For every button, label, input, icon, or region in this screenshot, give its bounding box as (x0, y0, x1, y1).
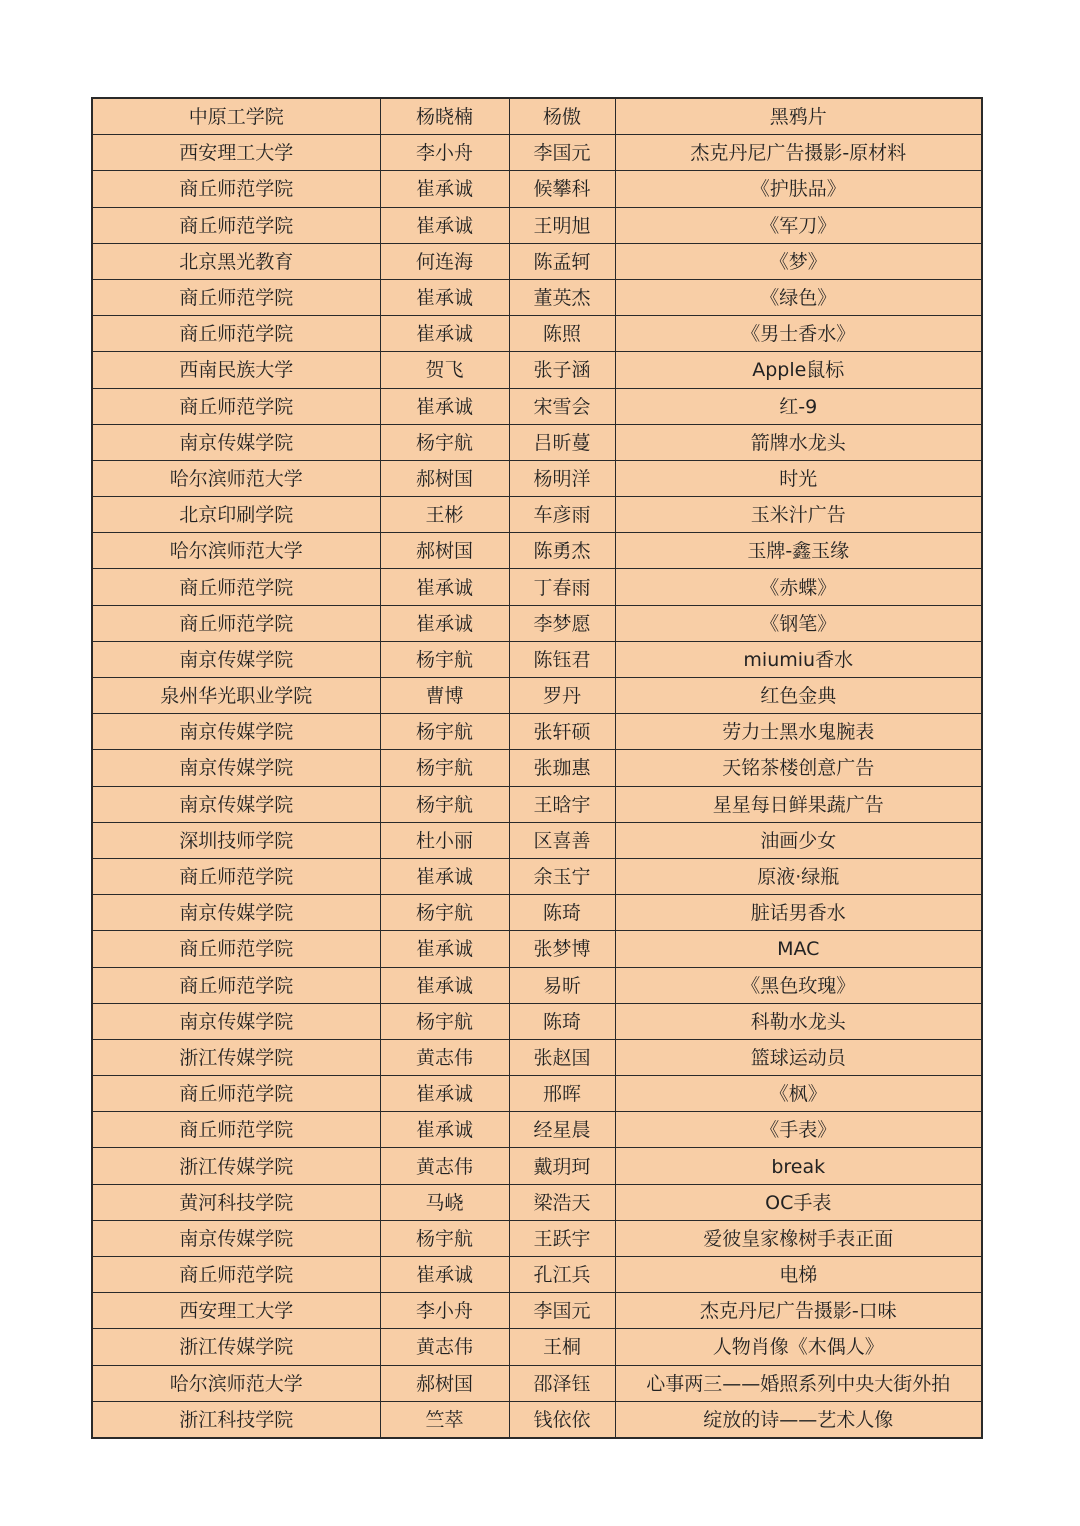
school-cell: 南京传媒学院 (92, 750, 380, 786)
work-title-cell: 《黑色玫瑰》 (615, 967, 982, 1003)
advisor-cell: 杨宇航 (380, 1003, 509, 1039)
school-cell: 商丘师范学院 (92, 207, 380, 243)
student-cell: 王跃宇 (509, 1220, 615, 1256)
table-row (92, 1293, 982, 1329)
student-cell: 陈琦 (509, 895, 615, 931)
work-title-cell: 《绿色》 (615, 279, 982, 315)
school-cell: 哈尔滨师范大学 (92, 1365, 380, 1401)
table-row (92, 1148, 982, 1184)
student-cell: 张子涵 (509, 352, 615, 388)
school-cell: 深圳技师学院 (92, 822, 380, 858)
school-cell: 南京传媒学院 (92, 714, 380, 750)
award-list-table (91, 97, 983, 1439)
table-row (92, 171, 982, 207)
work-title-cell: break (615, 1148, 982, 1184)
table-row (92, 316, 982, 352)
table-row (92, 714, 982, 750)
student-cell: 董英杰 (509, 279, 615, 315)
work-title-cell: 黑鸦片 (615, 98, 982, 135)
table-row (92, 858, 982, 894)
student-cell: 张梦博 (509, 931, 615, 967)
table-row (92, 931, 982, 967)
school-cell: 浙江传媒学院 (92, 1148, 380, 1184)
student-cell: 邵泽钰 (509, 1365, 615, 1401)
school-cell: 商丘师范学院 (92, 967, 380, 1003)
advisor-cell: 郝树国 (380, 460, 509, 496)
school-cell: 南京传媒学院 (92, 895, 380, 931)
table-row (92, 207, 982, 243)
table-row (92, 1329, 982, 1365)
student-cell: 钱依依 (509, 1401, 615, 1438)
advisor-cell: 李小舟 (380, 1293, 509, 1329)
advisor-cell: 郝树国 (380, 533, 509, 569)
table-row (92, 605, 982, 641)
advisor-cell: 王彬 (380, 497, 509, 533)
work-title-cell: 《护肤品》 (615, 171, 982, 207)
school-cell: 商丘师范学院 (92, 1112, 380, 1148)
student-cell: 经星晨 (509, 1112, 615, 1148)
advisor-cell: 曹博 (380, 678, 509, 714)
school-cell: 北京黑光教育 (92, 243, 380, 279)
advisor-cell: 崔承诚 (380, 1112, 509, 1148)
work-title-cell: 原液·绿瓶 (615, 858, 982, 894)
school-cell: 商丘师范学院 (92, 1076, 380, 1112)
advisor-cell: 崔承诚 (380, 1257, 509, 1293)
advisor-cell: 崔承诚 (380, 207, 509, 243)
work-title-cell: 玉米汁广告 (615, 497, 982, 533)
student-cell: 张赵国 (509, 1039, 615, 1075)
student-cell: 陈钰君 (509, 641, 615, 677)
student-cell: 张珈惠 (509, 750, 615, 786)
school-cell: 商丘师范学院 (92, 171, 380, 207)
student-cell: 区喜善 (509, 822, 615, 858)
school-cell: 商丘师范学院 (92, 1257, 380, 1293)
advisor-cell: 崔承诚 (380, 605, 509, 641)
table-row (92, 1112, 982, 1148)
work-title-cell: 《男士香水》 (615, 316, 982, 352)
student-cell: 余玉宁 (509, 858, 615, 894)
advisor-cell: 马峣 (380, 1184, 509, 1220)
student-cell: 张轩硕 (509, 714, 615, 750)
table-row (92, 424, 982, 460)
work-title-cell: 星星每日鲜果蔬广告 (615, 786, 982, 822)
student-cell: 孔江兵 (509, 1257, 615, 1293)
table-row (92, 1003, 982, 1039)
student-cell: 李国元 (509, 135, 615, 171)
student-cell: 丁春雨 (509, 569, 615, 605)
work-title-cell: 杰克丹尼广告摄影-原材料 (615, 135, 982, 171)
school-cell: 浙江传媒学院 (92, 1039, 380, 1075)
table-row (92, 279, 982, 315)
advisor-cell: 郝树国 (380, 1365, 509, 1401)
advisor-cell: 崔承诚 (380, 967, 509, 1003)
school-cell: 商丘师范学院 (92, 858, 380, 894)
advisor-cell: 竺萃 (380, 1401, 509, 1438)
school-cell: 南京传媒学院 (92, 641, 380, 677)
student-cell: 陈勇杰 (509, 533, 615, 569)
advisor-cell: 黄志伟 (380, 1329, 509, 1365)
student-cell: 杨傲 (509, 98, 615, 135)
table-body (92, 98, 982, 1438)
student-cell: 杨明洋 (509, 460, 615, 496)
table-row (92, 1039, 982, 1075)
table-row (92, 352, 982, 388)
student-cell: 陈琦 (509, 1003, 615, 1039)
table-row (92, 1257, 982, 1293)
advisor-cell: 李小舟 (380, 135, 509, 171)
school-cell: 泉州华光职业学院 (92, 678, 380, 714)
advisor-cell: 崔承诚 (380, 858, 509, 894)
school-cell: 南京传媒学院 (92, 786, 380, 822)
table-row (92, 641, 982, 677)
advisor-cell: 崔承诚 (380, 279, 509, 315)
work-title-cell: miumiu香水 (615, 641, 982, 677)
school-cell: 西南民族大学 (92, 352, 380, 388)
advisor-cell: 杨宇航 (380, 786, 509, 822)
work-title-cell: 《手表》 (615, 1112, 982, 1148)
work-title-cell: OC手表 (615, 1184, 982, 1220)
work-title-cell: MAC (615, 931, 982, 967)
work-title-cell: 科勒水龙头 (615, 1003, 982, 1039)
school-cell: 哈尔滨师范大学 (92, 533, 380, 569)
advisor-cell: 崔承诚 (380, 171, 509, 207)
table-row (92, 967, 982, 1003)
school-cell: 南京传媒学院 (92, 1003, 380, 1039)
school-cell: 商丘师范学院 (92, 569, 380, 605)
work-title-cell: 《赤蝶》 (615, 569, 982, 605)
work-title-cell: 红-9 (615, 388, 982, 424)
work-title-cell: 心事两三——婚照系列中央大街外拍 (615, 1365, 982, 1401)
school-cell: 商丘师范学院 (92, 316, 380, 352)
table-row (92, 678, 982, 714)
school-cell: 北京印刷学院 (92, 497, 380, 533)
student-cell: 邢晖 (509, 1076, 615, 1112)
work-title-cell: 天铭茶楼创意广告 (615, 750, 982, 786)
advisor-cell: 何连海 (380, 243, 509, 279)
work-title-cell: 劳力士黑水鬼腕表 (615, 714, 982, 750)
work-title-cell: 爱彼皇家橡树手表正面 (615, 1220, 982, 1256)
work-title-cell: 篮球运动员 (615, 1039, 982, 1075)
advisor-cell: 崔承诚 (380, 569, 509, 605)
work-title-cell: 箭牌水龙头 (615, 424, 982, 460)
student-cell: 候攀科 (509, 171, 615, 207)
work-title-cell: 时光 (615, 460, 982, 496)
table-row (92, 1076, 982, 1112)
work-title-cell: 脏话男香水 (615, 895, 982, 931)
work-title-cell: 《枫》 (615, 1076, 982, 1112)
advisor-cell: 杨宇航 (380, 424, 509, 460)
school-cell: 商丘师范学院 (92, 279, 380, 315)
student-cell: 陈孟轲 (509, 243, 615, 279)
school-cell: 浙江传媒学院 (92, 1329, 380, 1365)
school-cell: 西安理工大学 (92, 1293, 380, 1329)
advisor-cell: 崔承诚 (380, 316, 509, 352)
advisor-cell: 崔承诚 (380, 931, 509, 967)
student-cell: 陈照 (509, 316, 615, 352)
work-title-cell: 《梦》 (615, 243, 982, 279)
work-title-cell: 玉牌-鑫玉缘 (615, 533, 982, 569)
student-cell: 王明旭 (509, 207, 615, 243)
table-row (92, 460, 982, 496)
student-cell: 王桐 (509, 1329, 615, 1365)
advisor-cell: 杨宇航 (380, 1220, 509, 1256)
table-row (92, 1401, 982, 1438)
work-title-cell: 绽放的诗——艺术人像 (615, 1401, 982, 1438)
school-cell: 黄河科技学院 (92, 1184, 380, 1220)
work-title-cell: Apple鼠标 (615, 352, 982, 388)
school-cell: 浙江科技学院 (92, 1401, 380, 1438)
advisor-cell: 贺飞 (380, 352, 509, 388)
school-cell: 哈尔滨师范大学 (92, 460, 380, 496)
school-cell: 西安理工大学 (92, 135, 380, 171)
advisor-cell: 崔承诚 (380, 1076, 509, 1112)
work-title-cell: 油画少女 (615, 822, 982, 858)
table-row (92, 569, 982, 605)
work-title-cell: 《军刀》 (615, 207, 982, 243)
advisor-cell: 杨宇航 (380, 641, 509, 677)
advisor-cell: 杨宇航 (380, 895, 509, 931)
student-cell: 车彦雨 (509, 497, 615, 533)
school-cell: 南京传媒学院 (92, 1220, 380, 1256)
table-row (92, 1220, 982, 1256)
work-title-cell: 红色金典 (615, 678, 982, 714)
student-cell: 易昕 (509, 967, 615, 1003)
work-title-cell: 电梯 (615, 1257, 982, 1293)
advisor-cell: 黄志伟 (380, 1039, 509, 1075)
table-row (92, 388, 982, 424)
school-cell: 商丘师范学院 (92, 388, 380, 424)
table-row (92, 533, 982, 569)
work-title-cell: 《钢笔》 (615, 605, 982, 641)
table-row (92, 497, 982, 533)
table-row (92, 895, 982, 931)
advisor-cell: 崔承诚 (380, 388, 509, 424)
school-cell: 商丘师范学院 (92, 931, 380, 967)
table-row (92, 98, 982, 135)
student-cell: 戴玥珂 (509, 1148, 615, 1184)
student-cell: 梁浩天 (509, 1184, 615, 1220)
table-row (92, 135, 982, 171)
advisor-cell: 杨宇航 (380, 750, 509, 786)
student-cell: 王晗宇 (509, 786, 615, 822)
table-row (92, 1184, 982, 1220)
school-cell: 商丘师范学院 (92, 605, 380, 641)
table-row (92, 822, 982, 858)
student-cell: 罗丹 (509, 678, 615, 714)
table-row (92, 786, 982, 822)
school-cell: 南京传媒学院 (92, 424, 380, 460)
table-row (92, 243, 982, 279)
work-title-cell: 杰克丹尼广告摄影-口味 (615, 1293, 982, 1329)
student-cell: 李梦愿 (509, 605, 615, 641)
student-cell: 吕昕蔓 (509, 424, 615, 460)
work-title-cell: 人物肖像《木偶人》 (615, 1329, 982, 1365)
advisor-cell: 杜小丽 (380, 822, 509, 858)
student-cell: 李国元 (509, 1293, 615, 1329)
school-cell: 中原工学院 (92, 98, 380, 135)
table-row (92, 750, 982, 786)
advisor-cell: 杨宇航 (380, 714, 509, 750)
student-cell: 宋雪会 (509, 388, 615, 424)
table-row (92, 1365, 982, 1401)
advisor-cell: 黄志伟 (380, 1148, 509, 1184)
advisor-cell: 杨晓楠 (380, 98, 509, 135)
